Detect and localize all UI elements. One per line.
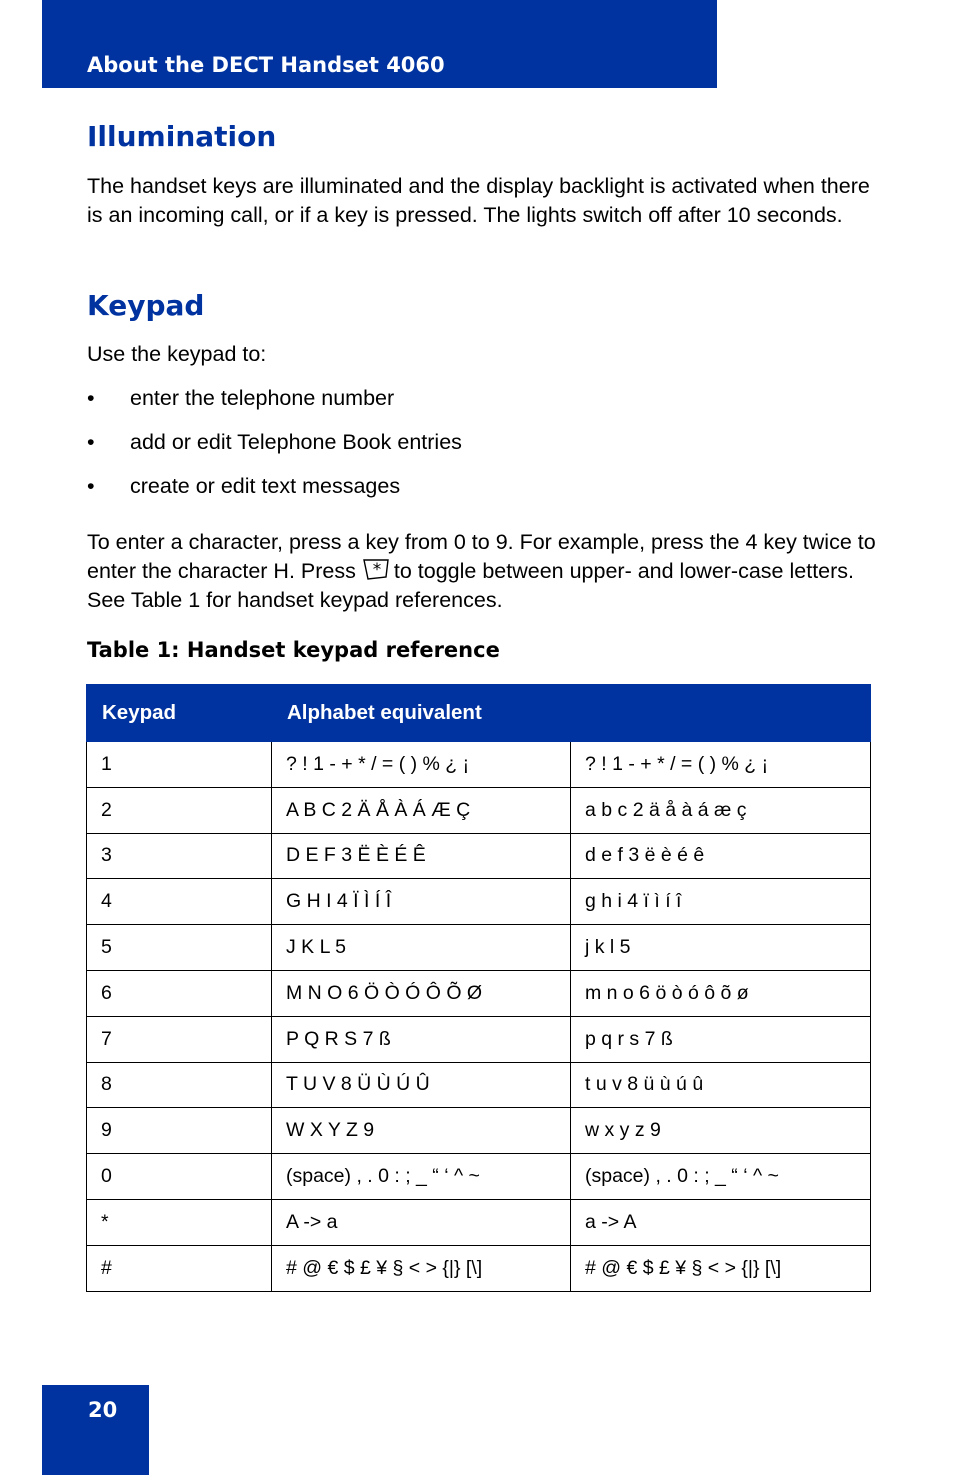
cell-lowercase: a b c 2 ä å à á æ ç <box>571 787 871 833</box>
cell-uppercase: A -> a <box>272 1199 571 1245</box>
table-row <box>87 833 871 879</box>
instructions-text-after: to toggle between upper- and lower-case letters. See Table 1 for handset keypad references. <box>87 559 855 612</box>
cell-key: 8 <box>87 1062 272 1108</box>
cell-uppercase: # @ € $ £ ¥ § < > {|} [\] <box>272 1245 571 1291</box>
cell-uppercase: G H I 4 Ï Ì Í Î <box>272 879 571 925</box>
cell-key: 0 <box>87 1154 272 1200</box>
table-row <box>87 1245 871 1291</box>
bullet-dot: • <box>87 386 95 410</box>
cell-key: * <box>87 1199 272 1245</box>
header-alphabet-equivalent: Alphabet equivalent <box>272 685 871 742</box>
illumination-heading: Illumination <box>87 120 277 153</box>
cell-lowercase: p q r s 7 ß <box>571 1016 871 1062</box>
cell-uppercase: D E F 3 Ë È É Ê <box>272 833 571 879</box>
keypad-instructions <box>87 528 877 615</box>
star-key-icon <box>362 557 390 581</box>
cell-lowercase: g h i 4 ï ì í î <box>571 879 871 925</box>
cell-lowercase: d e f 3 ë è é ê <box>571 833 871 879</box>
cell-key: 1 <box>87 742 272 788</box>
table-row <box>87 787 871 833</box>
table-row <box>87 742 871 788</box>
cell-key: 5 <box>87 925 272 971</box>
table-row <box>87 1062 871 1108</box>
keypad-heading: Keypad <box>87 289 205 322</box>
keypad-intro: Use the keypad to: <box>87 342 267 366</box>
cell-lowercase: w x y z 9 <box>571 1108 871 1154</box>
cell-key: 4 <box>87 879 272 925</box>
illumination-body: The handset keys are illuminated and the display backlight is activated when there is an incoming call, or if a key is pressed. The lights switch off after 10 seconds. <box>87 174 870 227</box>
bullet-dot: • <box>87 430 95 454</box>
table-row <box>87 1016 871 1062</box>
cell-uppercase: A B C 2 Ä Å À Á Æ Ç <box>272 787 571 833</box>
table-row <box>87 879 871 925</box>
cell-uppercase: P Q R S 7 ß <box>272 1016 571 1062</box>
table-row <box>87 970 871 1016</box>
table-row <box>87 1154 871 1200</box>
cell-lowercase: m n o 6 ö ò ó ô õ ø <box>571 970 871 1016</box>
header-title: About the DECT Handset 4060 <box>87 53 445 77</box>
bullet-text: create or edit text messages <box>130 474 401 498</box>
table-header-row <box>87 685 871 742</box>
cell-uppercase: M N O 6 Ö Ò Ó Ô Õ Ø <box>272 970 571 1016</box>
cell-uppercase: W X Y Z 9 <box>272 1108 571 1154</box>
cell-lowercase: a -> A <box>571 1199 871 1245</box>
cell-key: 2 <box>87 787 272 833</box>
header-keypad: Keypad <box>87 685 272 742</box>
cell-key: 6 <box>87 970 272 1016</box>
cell-key: # <box>87 1245 272 1291</box>
cell-key: 9 <box>87 1108 272 1154</box>
cell-uppercase: J K L 5 <box>272 925 571 971</box>
table-caption: Table 1: Handset keypad reference <box>87 638 500 662</box>
cell-uppercase: T U V 8 Ü Ù Ú Û <box>272 1062 571 1108</box>
cell-lowercase: # @ € $ £ ¥ § < > {|} [\] <box>571 1245 871 1291</box>
keypad-reference-table <box>86 684 871 1292</box>
cell-key: 7 <box>87 1016 272 1062</box>
cell-key: 3 <box>87 833 272 879</box>
cell-lowercase: ? ! 1 - + * / = ( ) % ¿ ¡ <box>571 742 871 788</box>
cell-uppercase: (space) , . 0 : ; _ “ ‘ ^ ~ <box>272 1154 571 1200</box>
bullet-text: enter the telephone number <box>130 386 395 410</box>
table-row <box>87 1108 871 1154</box>
cell-lowercase: j k l 5 <box>571 925 871 971</box>
table-row <box>87 925 871 971</box>
instructions-text-before: To enter a character, press a key from 0 to 9. For example, press the 4 key twice to enter the character H. Press <box>87 530 876 583</box>
cell-lowercase: t u v 8 ü ù ú û <box>571 1062 871 1108</box>
bullet-text: add or edit Telephone Book entries <box>130 430 462 454</box>
cell-lowercase: (space) , . 0 : ; _ “ ‘ ^ ~ <box>571 1154 871 1200</box>
cell-uppercase: ? ! 1 - + * / = ( ) % ¿ ¡ <box>272 742 571 788</box>
page-number: 20 <box>88 1398 118 1422</box>
bullet-dot: • <box>87 474 95 498</box>
table-row <box>87 1199 871 1245</box>
table-body <box>87 742 871 1292</box>
star-key-label: * <box>372 560 382 580</box>
